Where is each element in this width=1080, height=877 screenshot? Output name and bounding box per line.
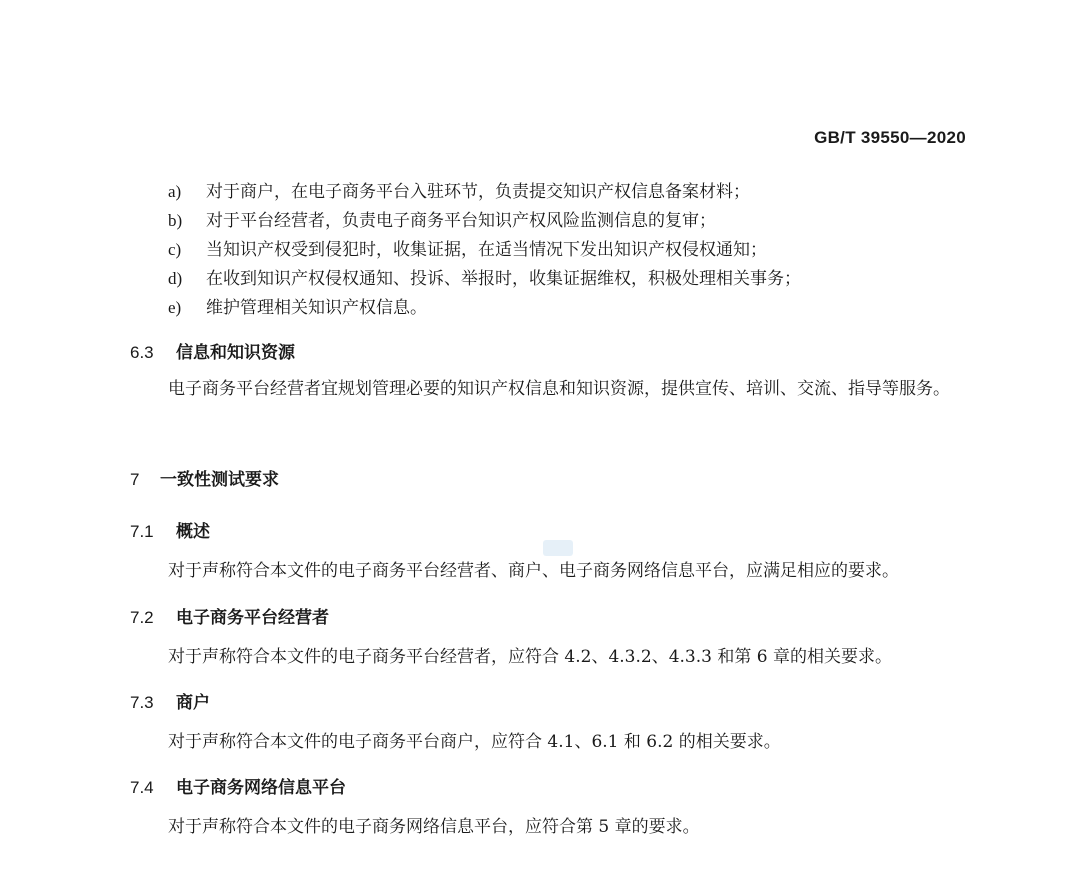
section-number: 7.4: [130, 778, 154, 797]
section-number: 7.1: [130, 522, 154, 541]
section-number: 7.2: [130, 608, 154, 627]
list-marker: d): [168, 269, 183, 288]
list-text: 维护管理相关知识产权信息。: [206, 298, 427, 318]
section-number: 7.3: [130, 693, 154, 712]
list-text: 对于商户，在电子商务平台入驻环节，负责提交知识产权信息备案材料；: [206, 182, 750, 202]
chapter-heading-7: [130, 465, 279, 490]
section-heading-7-3: [130, 688, 210, 713]
section-heading-7-4: [130, 773, 346, 798]
section-number: 6.3: [130, 343, 154, 362]
chapter-number: 7: [130, 470, 140, 489]
list-marker: e): [168, 298, 182, 317]
watermark-logo: [543, 540, 573, 556]
section-heading-7-2: [130, 603, 329, 628]
section-heading-6-3: [130, 338, 295, 363]
section-title: 电子商务平台经营者: [176, 608, 329, 628]
list-item: [168, 206, 801, 235]
section-body-7-1: 对于声称符合本文件的电子商务平台经营者、商户、电子商务网络信息平台，应满足相应的要求。: [168, 561, 899, 581]
section-body-6-3: 电子商务平台经营者宜规划管理必要的知识产权信息和知识资源，提供宣传、培训、交流、指导等服务。: [168, 379, 950, 399]
responsibility-list: [168, 177, 801, 322]
standard-code: GB/T 39550—2020: [814, 128, 966, 147]
section-title: 概述: [176, 522, 210, 542]
list-text: 对于平台经营者，负责电子商务平台知识产权风险监测信息的复审；: [206, 211, 716, 231]
list-item: [168, 235, 801, 264]
section-heading-7-1: [130, 517, 210, 542]
section-body-7-4: 对于声称符合本文件的电子商务网络信息平台，应符合第 5 章的要求。: [168, 817, 700, 837]
chapter-title: 一致性测试要求: [160, 470, 279, 490]
list-item: [168, 293, 801, 322]
list-marker: a): [168, 182, 182, 201]
section-title: 信息和知识资源: [176, 343, 295, 363]
list-text: 当知识产权受到侵犯时，收集证据，在适当情况下发出知识产权侵权通知；: [206, 240, 767, 260]
list-marker: b): [168, 211, 183, 230]
list-marker: c): [168, 240, 182, 259]
list-item: [168, 177, 801, 206]
section-title: 电子商务网络信息平台: [176, 778, 346, 798]
section-body-7-2: 对于声称符合本文件的电子商务平台经营者，应符合 4.2、4.3.2、4.3.3 和第 6 章的相关要求。: [168, 647, 892, 667]
list-text: 在收到知识产权侵权通知、投诉、举报时，收集证据维权，积极处理相关事务；: [206, 269, 801, 289]
section-body-7-3: 对于声称符合本文件的电子商务平台商户，应符合 4.1、6.1 和 6.2 的相关要求。: [168, 732, 781, 752]
section-title: 商户: [176, 693, 210, 713]
list-item: [168, 264, 801, 293]
